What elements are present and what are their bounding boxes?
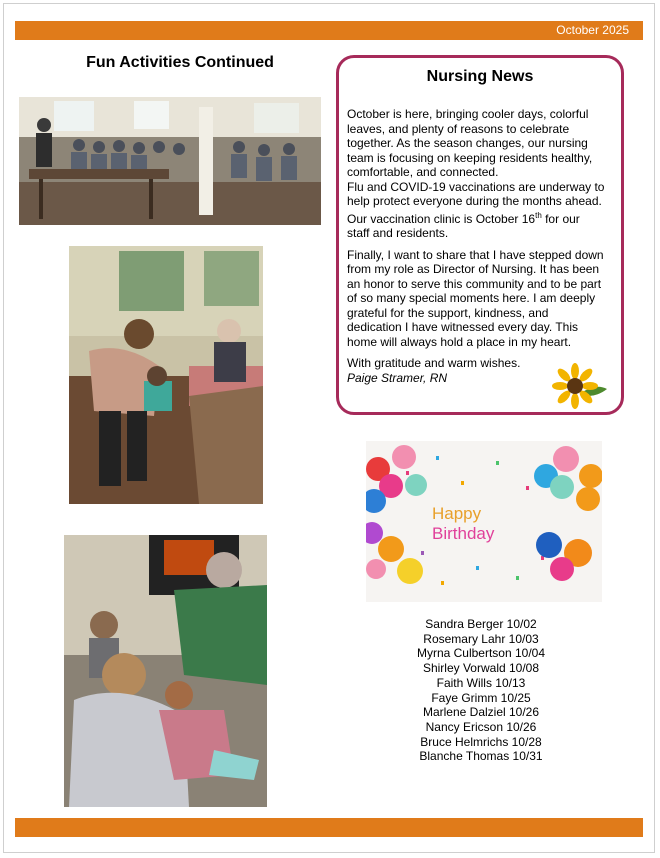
news-line: staff and residents.	[347, 226, 449, 240]
news-line: of so many special moments here. I am deeply	[347, 291, 596, 305]
list-item: Shirley Vorwald 10/08	[422, 661, 540, 676]
news-line: together. As the season changes, our nursing	[347, 136, 588, 150]
news-paragraph-1	[347, 107, 625, 180]
news-line: comfortable, and connected.	[347, 165, 499, 179]
news-line: grateful for the support, kindness, and	[347, 305, 549, 320]
list-item: Myrna Culbertson 10/04	[416, 646, 546, 661]
news-closing: With gratitude and warm wishes.	[347, 356, 521, 370]
list-item: Bruce Helmrichs 10/28	[420, 734, 542, 749]
news-line: October is here, bringing cooler days, colorful	[347, 107, 589, 121]
list-item: Nancy Ericson 10/26	[425, 719, 537, 734]
list-item: Rosemary Lahr 10/03	[423, 631, 539, 646]
activity-room-photo	[19, 97, 321, 225]
news-line: from my role as Director of Nursing. It has been	[347, 262, 600, 276]
activities-title: Fun Activities Continued	[86, 54, 274, 71]
happy-birthday-card	[366, 441, 602, 602]
nursing-news-title: Nursing News	[426, 68, 534, 85]
issue-month: October 2025	[556, 23, 629, 37]
footer-bar	[15, 818, 643, 837]
list-item: Faith Wills 10/13	[436, 675, 526, 690]
sunflower-icon	[551, 363, 609, 409]
news-signature: Paige Stramer, RN	[347, 370, 448, 385]
news-line: Finally, I want to share that I have stepped down	[347, 247, 604, 262]
children-visit-photo	[64, 535, 267, 807]
news-line: home will always hold a place in my heart.	[347, 334, 572, 349]
birthday-list	[372, 617, 590, 764]
news-line: Flu and COVID-19 vaccinations are underway to	[347, 179, 605, 194]
nursing-news-body	[347, 107, 625, 385]
news-line: team is focusing on keeping residents healthy,	[347, 150, 593, 165]
news-line: leaves, and plenty of reasons to celebrate	[347, 121, 570, 136]
news-paragraph-3	[347, 248, 625, 350]
news-line: for our	[541, 211, 580, 226]
news-paragraph-2	[347, 180, 625, 241]
list-item: Faye Grimm 10/25	[431, 690, 531, 705]
header-bar	[15, 21, 643, 40]
birthday-line-1: Happy	[432, 504, 482, 523]
birthday-line-2: Birthday	[432, 524, 495, 543]
news-line: Our vaccination clinic is October 16	[347, 211, 536, 226]
list-item: Sandra Berger 10/02	[425, 617, 537, 631]
list-item: Marlene Dalziel 10/26	[422, 705, 540, 720]
news-line: help protect everyone during the months ahead.	[347, 194, 602, 208]
dog-visit-photo	[69, 246, 263, 504]
news-line: dedication I have witnessed every day. This	[347, 320, 579, 334]
news-line: an honor to serve this community and to be part	[347, 276, 602, 291]
ordinal-suffix: th	[535, 210, 542, 220]
list-item: Blanche Thomas 10/31	[419, 749, 543, 764]
